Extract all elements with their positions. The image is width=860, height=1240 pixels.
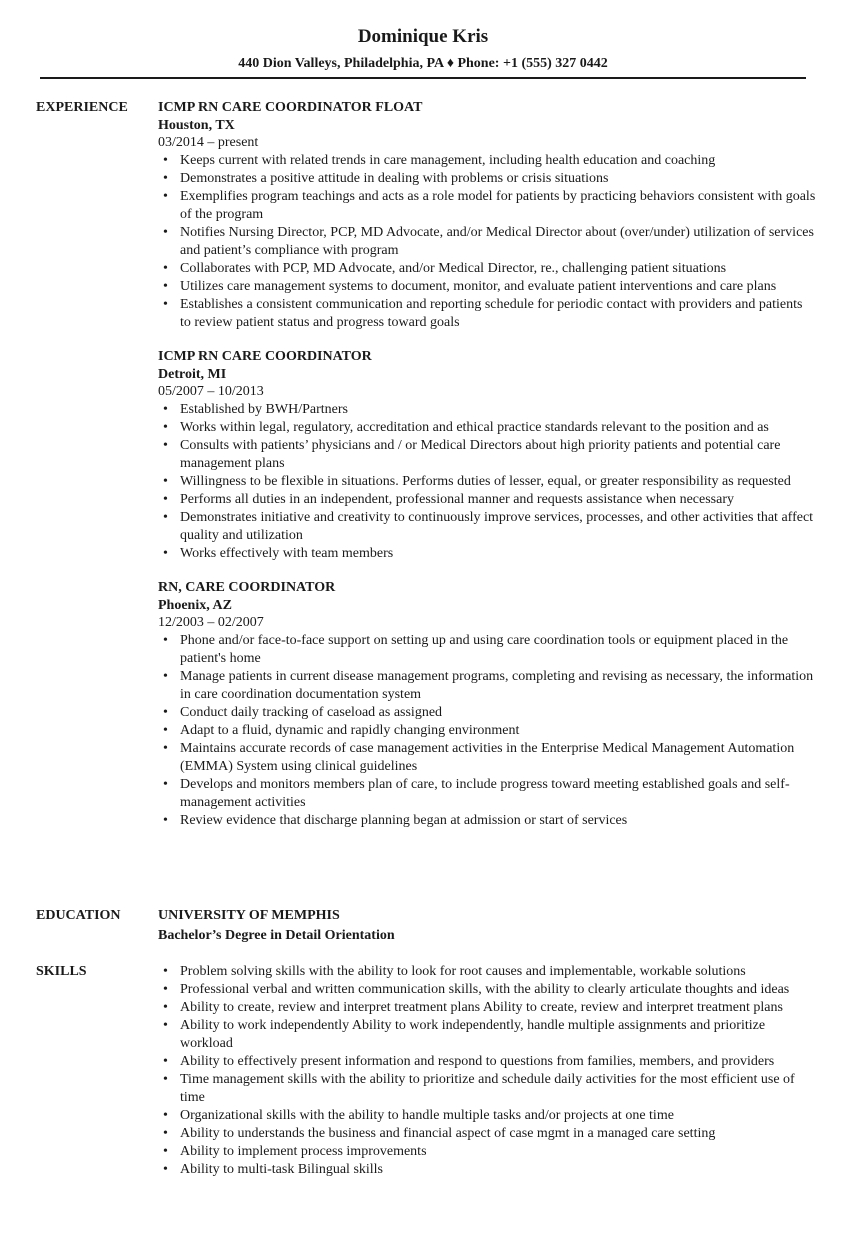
job-location: Houston, TX (158, 118, 235, 133)
skills-list (158, 963, 816, 1179)
skills-section (36, 963, 816, 1179)
duty-item: • Conduct daily tracking of caseload as assigned (158, 704, 816, 722)
duty-item: • Utilizes care management systems to document, monitor, and evaluate patient interventions and care plans (158, 278, 816, 296)
education-section (36, 907, 816, 945)
section-label-experience: EXPERIENCE (36, 100, 128, 115)
skill-item: • Ability to multi-task Bilingual skills (158, 1161, 816, 1179)
job-duties (158, 152, 816, 332)
job-location: Detroit, MI (158, 367, 227, 382)
job-dates: 05/2007 – 10/2013 (158, 384, 264, 399)
degree-name: Bachelor’s Degree in Detail Orientation (158, 928, 395, 943)
duty-item: • Performs all duties in an independent, professional manner and requests assistance when necessary (158, 491, 816, 509)
job-title: RN, CARE COORDINATOR (158, 580, 336, 595)
job-dates: 12/2003 – 02/2007 (158, 615, 264, 630)
duty-item: • Review evidence that discharge planning began at admission or start of services (158, 812, 816, 830)
skill-item: • Time management skills with the ability to prioritize and schedule daily activities for the most efficient use of time (158, 1071, 816, 1107)
duty-item: • Demonstrates a positive attitude in dealing with problems or crisis situations (158, 170, 816, 188)
duty-item: • Develops and monitors members plan of care, to include progress toward meeting established goals and self-management activities (158, 776, 816, 812)
resume-header (40, 24, 806, 73)
job-location: Phoenix, AZ (158, 598, 232, 613)
section-label-education: EDUCATION (36, 908, 121, 923)
experience-list (158, 99, 816, 830)
job-entry (158, 99, 816, 332)
job-duties (158, 401, 816, 563)
experience-section (36, 99, 816, 846)
skill-item: • Organizational skills with the ability to handle multiple tasks and/or projects at one time (158, 1107, 816, 1125)
duty-item: • Keeps current with related trends in care management, including health education and coaching (158, 152, 816, 170)
skill-item: • Professional verbal and written communication skills, with the ability to clearly articulate thoughts and ideas (158, 981, 816, 999)
school-name: UNIVERSITY OF MEMPHIS (158, 908, 340, 923)
skill-item: • Ability to create, review and interpret treatment plans Ability to create, review and interpret treatment plans (158, 999, 816, 1017)
skill-item: • Ability to effectively present information and respond to questions from families, members, and providers (158, 1053, 816, 1071)
section-label-skills: SKILLS (36, 964, 87, 979)
duty-item: • Manage patients in current disease management programs, completing and revising as necessary, the information in care coordination documentation system (158, 668, 816, 704)
skill-item: • Ability to work independently Ability to work independently, handle multiple assignments and prioritize workload (158, 1017, 816, 1053)
skill-item: • Ability to understands the business and financial aspect of case mgmt in a managed care setting (158, 1125, 816, 1143)
duty-item: • Adapt to a fluid, dynamic and rapidly changing environment (158, 722, 816, 740)
duty-item: • Demonstrates initiative and creativity to continuously improve services, processes, and other activities that affect quality and utilization (158, 509, 816, 545)
duty-item: • Collaborates with PCP, MD Advocate, and/or Medical Director, re., challenging patient situations (158, 260, 816, 278)
duty-item: • Works effectively with team members (158, 545, 816, 563)
header-divider (40, 77, 806, 79)
skill-item: • Problem solving skills with the ability to look for root causes and implementable, workable solutions (158, 963, 816, 981)
skill-item: • Ability to implement process improvements (158, 1143, 816, 1161)
job-entry (158, 579, 816, 830)
duty-item: • Willingness to be flexible in situations. Performs duties of lesser, equal, or greater responsibility as requested (158, 473, 816, 491)
job-dates: 03/2014 – present (158, 135, 259, 150)
contact-line: 440 Dion Valleys, Philadelphia, PA ♦ Phone: +1 (555) 327 0442 (238, 56, 608, 71)
candidate-name: Dominique Kris (357, 26, 489, 47)
duty-item: • Exemplifies program teachings and acts as a role model for patients by practicing behaviors consistent with goals of the program (158, 188, 816, 224)
duty-item: • Maintains accurate records of case management activities in the Enterprise Medical Management Automation (EMMA) System using clinical guidelines (158, 740, 816, 776)
duty-item: • Establishes a consistent communication and reporting schedule for periodic contact with providers and patients to review patient status and progress toward goals (158, 296, 816, 332)
duty-item: • Consults with patients’ physicians and / or Medical Directors about high priority patients and potential care management plans (158, 437, 816, 473)
job-duties (158, 632, 816, 830)
duty-item: • Phone and/or face-to-face support on setting up and using care coordination tools or equipment placed in the patient's home (158, 632, 816, 668)
job-entry (158, 348, 816, 563)
duty-item: • Works within legal, regulatory, accreditation and ethical practice standards relevant to the position and as (158, 419, 816, 437)
job-title: ICMP RN CARE COORDINATOR FLOAT (158, 100, 423, 115)
duty-item: • Notifies Nursing Director, PCP, MD Advocate, and/or Medical Director about (over/under) utilization of services and patient’s compliance with program (158, 224, 816, 260)
duty-item: • Established by BWH/Partners (158, 401, 816, 419)
job-title: ICMP RN CARE COORDINATOR (158, 349, 372, 364)
